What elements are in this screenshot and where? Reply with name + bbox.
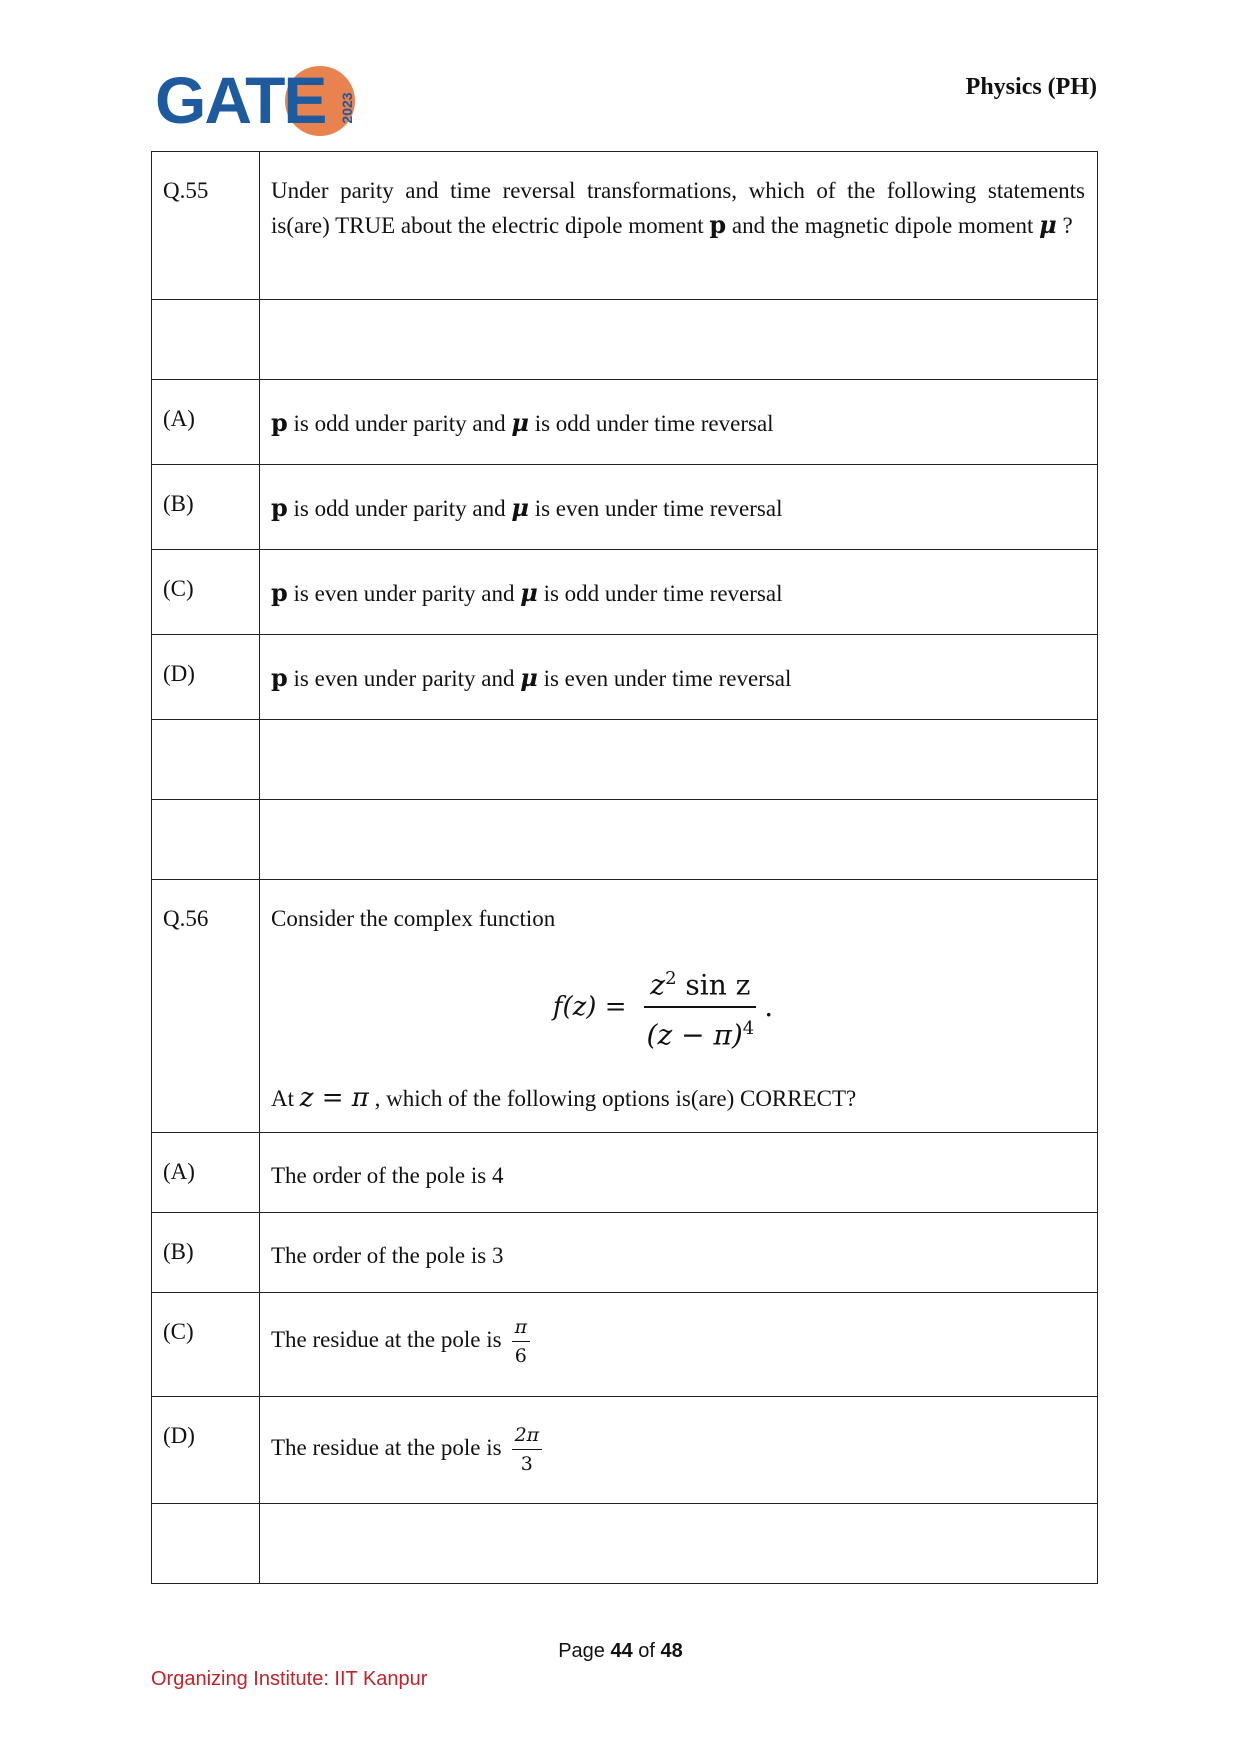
table-row <box>152 1397 1098 1504</box>
table-row <box>152 380 1098 465</box>
table-row <box>152 550 1098 635</box>
question-table <box>151 151 1098 1584</box>
option-text: The residue at the pole is $\frac{\pi}{6}$ <box>260 1293 1098 1397</box>
option-text: p is even under parity and μ is odd under time reversal <box>260 550 1098 635</box>
option-label: (A) <box>152 1133 260 1213</box>
table-row <box>152 1293 1098 1397</box>
table-row <box>152 800 1098 880</box>
option-text: p is even under parity and μ is even under time reversal <box>260 635 1098 720</box>
residue-fraction: $\frac{2\pi}{3}$ <box>512 1423 543 1476</box>
table-row <box>152 880 1098 1133</box>
question-number: Q.55 <box>152 152 260 300</box>
option-label: (D) <box>152 1397 260 1504</box>
option-label: (C) <box>152 550 260 635</box>
question-text-cell <box>260 880 1098 1133</box>
table-row <box>152 635 1098 720</box>
table-row <box>152 465 1098 550</box>
option-text: p is odd under parity and μ is even under time reversal <box>260 465 1098 550</box>
question-text: Under parity and time reversal transformations, which of the following statements is(are) TRUE about the electric dipole moment p and the magnetic dipole moment μ ? <box>271 178 1085 239</box>
option-label: (D) <box>152 635 260 720</box>
table-row <box>152 152 1098 300</box>
mu-symbol: μ <box>1039 210 1057 239</box>
subject-title: Physics (PH) <box>965 74 1097 100</box>
table-row <box>152 720 1098 800</box>
question-intro: Consider the complex function <box>271 906 556 931</box>
option-text: The order of the pole is 3 <box>260 1213 1098 1293</box>
option-text: The order of the pole is 4 <box>260 1133 1098 1213</box>
table-row <box>152 1213 1098 1293</box>
question-prompt: At z = π , which of the following options is(are) CORRECT? <box>271 1082 857 1113</box>
table-row <box>152 1504 1098 1584</box>
option-label: (B) <box>152 1213 260 1293</box>
page-number: Page 44 of 48 <box>558 1640 683 1662</box>
p-symbol: p <box>709 210 727 239</box>
residue-fraction: $\frac{\pi}{6}$ <box>512 1315 531 1368</box>
option-text: The residue at the pole is $\frac{2\pi}{3}$ <box>260 1397 1098 1504</box>
option-text: p is odd under parity and μ is odd under time reversal <box>260 380 1098 465</box>
option-label: (A) <box>152 380 260 465</box>
question-text-cell <box>260 152 1098 300</box>
table-row <box>152 1133 1098 1213</box>
organizing-institute: Organizing Institute: IIT Kanpur <box>151 1668 428 1690</box>
logo-text: GATE <box>155 63 326 137</box>
formula: f(z) = $\frac{z^2 \sin z}{(z - \pi)^4}$ . <box>271 962 1085 1053</box>
question-number: Q.56 <box>152 880 260 1133</box>
gate-logo <box>155 60 365 140</box>
logo-year: 2023 <box>339 92 355 124</box>
option-label: (C) <box>152 1293 260 1397</box>
formula-fraction: $\frac{z^2 \sin z}{(z - \pi)^4}$ <box>641 962 761 1053</box>
option-label: (B) <box>152 465 260 550</box>
table-row <box>152 300 1098 380</box>
